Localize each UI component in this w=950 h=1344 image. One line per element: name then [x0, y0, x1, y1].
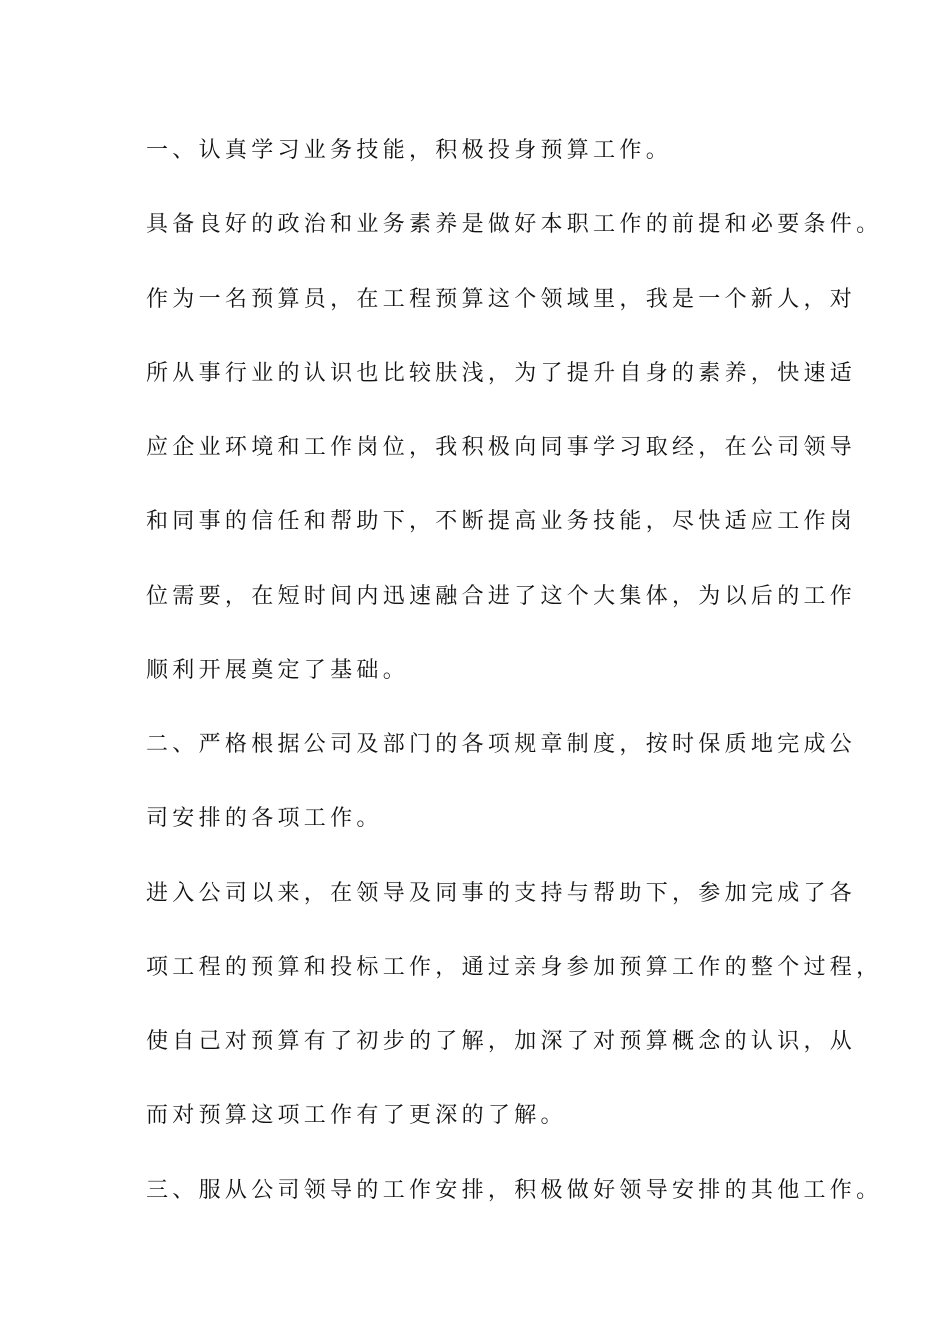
- paragraph-line: 项工程的预算和投标工作，通过亲身参加预算工作的整个过程，: [146, 955, 883, 980]
- paragraph-line: 具备良好的政治和业务素养是做好本职工作的前提和必要条件。: [146, 212, 883, 237]
- paragraph-line: 使自己对预算有了初步的了解，加深了对预算概念的认识，从: [146, 1029, 857, 1054]
- paragraph-line: 进入公司以来，在领导及同事的支持与帮助下，参加完成了各: [146, 881, 857, 906]
- section-heading-1: 一、认真学习业务技能，积极投身预算工作。: [146, 138, 673, 163]
- section-heading-2: 二、严格根据公司及部门的各项规章制度，按时保质地完成公: [146, 732, 857, 757]
- section-heading-3: 三、服从公司领导的工作安排，积极做好领导安排的其他工作。: [146, 1178, 883, 1203]
- paragraph-line: 位需要，在短时间内迅速融合进了这个大集体，为以后的工作: [146, 584, 857, 609]
- paragraph-line: 而对预算这项工作有了更深的了解。: [146, 1103, 567, 1128]
- paragraph-line: 作为一名预算员，在工程预算这个领域里，我是一个新人，对: [146, 287, 857, 312]
- paragraph-line: 和同事的信任和帮助下，不断提高业务技能，尽快适应工作岗: [146, 509, 857, 534]
- paragraph-line: 所从事行业的认识也比较肤浅，为了提升自身的素养，快速适: [146, 361, 857, 386]
- section-heading-2-continued: 司安排的各项工作。: [146, 806, 383, 831]
- paragraph-line: 应企业环境和工作岗位，我积极向同事学习取经，在公司领导: [146, 435, 857, 460]
- paragraph-line: 顺利开展奠定了基础。: [146, 658, 410, 683]
